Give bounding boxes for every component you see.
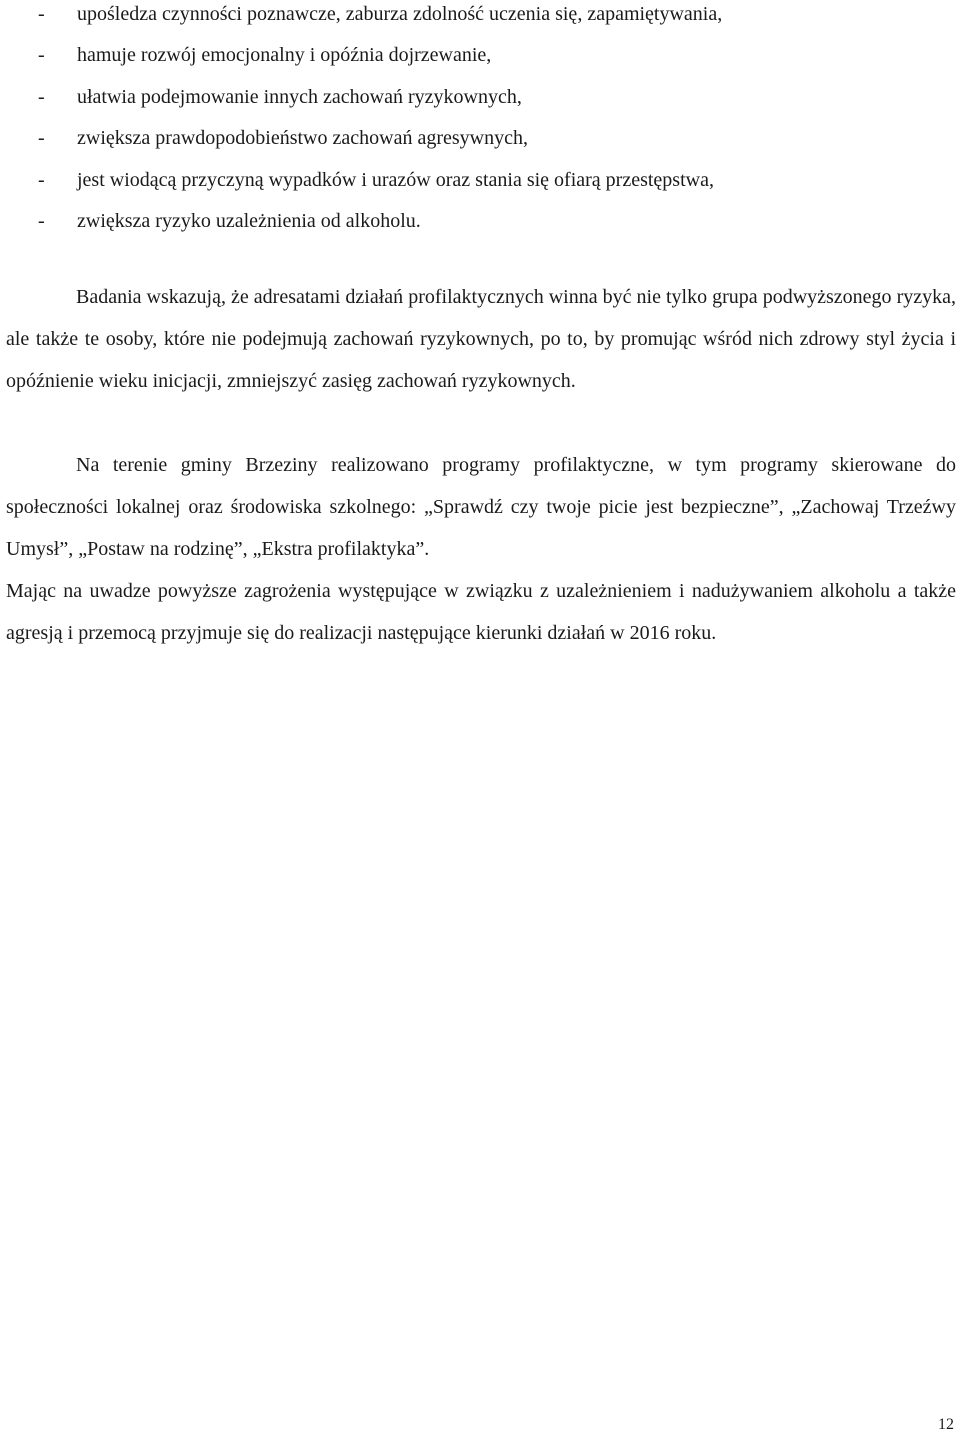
- list-item-text: hamuje rozwój emocjonalny i opóźnia dojrzewanie,: [77, 44, 492, 66]
- list-marker: -: [38, 86, 45, 108]
- list-marker: -: [38, 169, 45, 191]
- page-number: 12: [938, 1416, 954, 1433]
- list-item-text: jest wiodącą przyczyną wypadków i urazów oraz stania się ofiarą przestępstwa,: [77, 169, 714, 191]
- list-item-text: zwiększa prawdopodobieństwo zachowań agresywnych,: [77, 127, 528, 149]
- list-marker: -: [38, 3, 45, 25]
- list-marker: -: [38, 44, 45, 66]
- list-marker: -: [38, 127, 45, 149]
- list-item-text: upośledza czynności poznawcze, zaburza zdolność uczenia się, zapamiętywania,: [77, 3, 723, 25]
- list-marker: -: [38, 210, 45, 232]
- list-item-text: ułatwia podejmowanie innych zachowań ryzykownych,: [77, 86, 522, 108]
- list-item-text: zwiększa ryzyko uzależnienia od alkoholu.: [77, 210, 421, 232]
- paragraph-directions: Mając na uwadze powyższe zagrożenia występujące w związku z uzależnieniem i nadużywaniem alkoholu a także agresją i przemocą przyjmuje się do realizacji następujące kierunki działań w 2016 roku.: [6, 580, 956, 644]
- paragraph-research: Badania wskazują, że adresatami działań profilaktycznych winna być nie tylko grupa podwyższonego ryzyka, ale także te osoby, które nie podejmują zachowań ryzykownych, po to, by promując wśród nich zdrowy styl życia i opóźnienie wieku inicjacji, zmniejszyć zasięg zachowań ryzykownych.: [6, 286, 956, 392]
- paragraph-programs: Na terenie gminy Brzeziny realizowano programy profilaktyczne, w tym programy skierowane do społeczności lokalnej oraz środowiska szkolnego: „Sprawdź czy twoje picie jest bezpieczne”, „Zachowaj Trzeźwy Umysł”, „Postaw na rodzinę”, „Ekstra profilaktyka”.: [6, 454, 956, 560]
